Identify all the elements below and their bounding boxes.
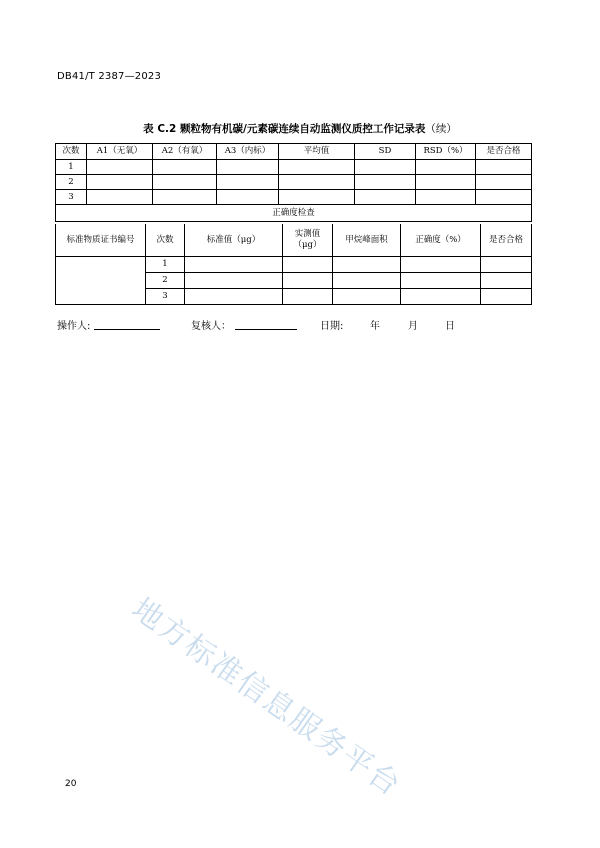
month-label: 月 bbox=[408, 321, 418, 332]
table-row bbox=[56, 257, 532, 273]
table-row bbox=[56, 160, 532, 175]
watermark: 地方标准信息服务平台 bbox=[125, 591, 408, 804]
empty-cell bbox=[401, 257, 481, 273]
table-title-text: 表 C.2 颗粒物有机碳/元素碳连续自动监测仪质控工作记录表 bbox=[143, 123, 426, 135]
reviewer-label: 复核人： bbox=[191, 321, 231, 332]
document-code: DB41/T 2387—2023 bbox=[57, 71, 162, 82]
row-index-cell: 1 bbox=[56, 160, 87, 175]
table-title-continued: （续） bbox=[425, 123, 457, 135]
empty-cell bbox=[476, 175, 532, 190]
empty-cell bbox=[333, 257, 401, 273]
accuracy-header-row bbox=[56, 224, 532, 257]
empty-cell bbox=[185, 257, 283, 273]
header-cell: 甲烷峰面积 bbox=[333, 224, 401, 257]
header-cell: 标准值（μg） bbox=[185, 224, 283, 257]
header-cell: 平均值 bbox=[279, 144, 355, 160]
empty-cell bbox=[185, 289, 283, 305]
precision-table bbox=[55, 143, 532, 222]
empty-cell bbox=[185, 273, 283, 289]
empty-cell bbox=[217, 160, 279, 175]
empty-cell bbox=[87, 175, 153, 190]
empty-cell bbox=[283, 257, 333, 273]
empty-cell bbox=[87, 160, 153, 175]
empty-cell bbox=[279, 160, 355, 175]
header-cell: SD bbox=[355, 144, 416, 160]
header-cell: A3（内标） bbox=[217, 144, 279, 160]
empty-cell bbox=[279, 190, 355, 205]
header-cell: 实测值（μg） bbox=[283, 224, 333, 257]
row-index-cell: 2 bbox=[56, 175, 87, 190]
row-index-cell: 1 bbox=[146, 257, 185, 273]
header-cell: 次数 bbox=[146, 224, 185, 257]
empty-cell bbox=[355, 190, 416, 205]
empty-cell bbox=[153, 160, 217, 175]
empty-cell bbox=[416, 190, 476, 205]
empty-cell bbox=[355, 175, 416, 190]
header-cell: A2（有氧） bbox=[153, 144, 217, 160]
empty-cell bbox=[355, 160, 416, 175]
header-cell: A1（无氧） bbox=[87, 144, 153, 160]
empty-cell bbox=[153, 175, 217, 190]
page-number: 20 bbox=[65, 779, 77, 789]
empty-cell bbox=[283, 273, 333, 289]
empty-cell bbox=[481, 289, 532, 305]
year-label: 年 bbox=[370, 321, 380, 332]
empty-cell bbox=[87, 190, 153, 205]
reviewer-blank bbox=[235, 329, 297, 330]
table-row bbox=[56, 175, 532, 190]
empty-cell bbox=[217, 190, 279, 205]
header-cell: RSD（%） bbox=[416, 144, 476, 160]
row-index-cell: 2 bbox=[146, 273, 185, 289]
empty-cell bbox=[401, 273, 481, 289]
empty-cell bbox=[217, 175, 279, 190]
row-index-cell: 3 bbox=[56, 190, 87, 205]
operator-blank bbox=[94, 329, 160, 330]
empty-cell bbox=[401, 289, 481, 305]
empty-cell bbox=[153, 190, 217, 205]
date-label: 日期: bbox=[320, 321, 344, 332]
table-title bbox=[0, 121, 600, 136]
header-cell: 标准物质证书编号 bbox=[56, 224, 146, 257]
empty-cell bbox=[481, 273, 532, 289]
table-row bbox=[56, 190, 532, 205]
accuracy-table bbox=[55, 224, 532, 305]
empty-cell bbox=[416, 160, 476, 175]
empty-cell bbox=[283, 289, 333, 305]
row-index-cell: 3 bbox=[146, 289, 185, 305]
header-cell: 是否合格 bbox=[481, 224, 532, 257]
empty-cell bbox=[481, 257, 532, 273]
empty-cell bbox=[476, 160, 532, 175]
header-cell: 次数 bbox=[56, 144, 87, 160]
header-cell: 正确度（%） bbox=[401, 224, 481, 257]
empty-cell bbox=[279, 175, 355, 190]
header-cell: 是否合格 bbox=[476, 144, 532, 160]
accuracy-section-title: 正确度检查 bbox=[56, 205, 532, 222]
day-label: 日 bbox=[445, 321, 455, 332]
empty-cell bbox=[476, 190, 532, 205]
empty-cell bbox=[333, 273, 401, 289]
precision-header-row bbox=[56, 144, 532, 160]
empty-cell bbox=[333, 289, 401, 305]
operator-label: 操作人: bbox=[57, 321, 91, 332]
empty-cell bbox=[416, 175, 476, 190]
certificate-number-cell bbox=[56, 257, 146, 305]
accuracy-section-row bbox=[56, 205, 532, 222]
